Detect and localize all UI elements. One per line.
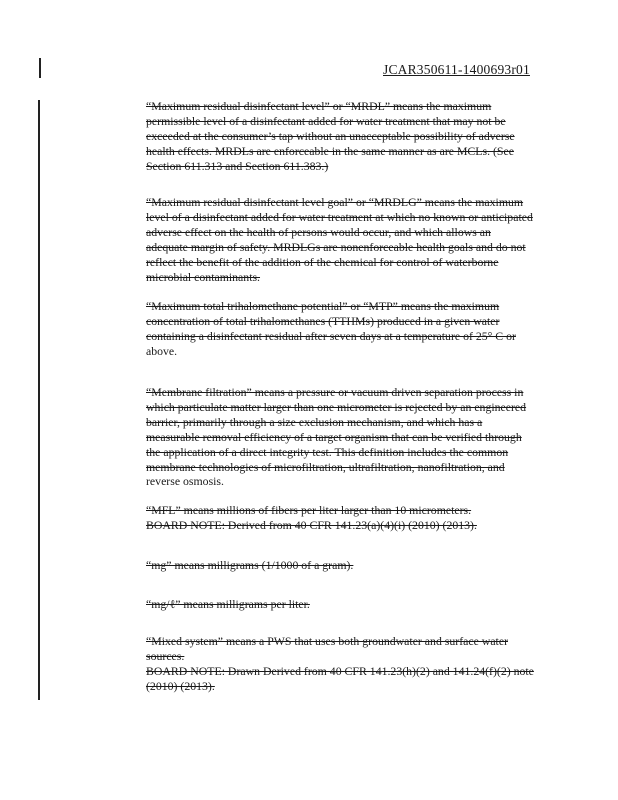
- text-line: “Mixed system” means a PWS that uses both groundwater and surface water: [146, 634, 508, 648]
- text-line: adequate margin of safety. MRDLGs are nonenforceable health goals and do not: [146, 239, 526, 254]
- board-note: BOARD NOTE: Drawn Derived from 40 CFR 141.23(h)(2) and 141.24(f)(2) note: [146, 663, 534, 678]
- text-line: permissible level of a disinfectant added for water treatment that may not be: [146, 113, 506, 128]
- text-line: “mg” means milligrams (1/1000 of a gram).: [146, 558, 354, 572]
- text-line: health effects. MRDLs are enforceable in the same manner as are MCLs. (See: [146, 143, 514, 158]
- text-line: (2010) (2013).: [146, 678, 215, 693]
- text-line: “Membrane filtration” means a pressure or vacuum driven separation process in: [146, 385, 524, 399]
- text-line: “mg/ℓ” means milligrams per liter.: [146, 597, 310, 611]
- text-line: measurable removal efficiency of a target organism that can be verified through: [146, 429, 522, 444]
- text-line: “Maximum residual disinfectant level” or “MRDL” means the maximum: [146, 99, 492, 113]
- text-line: exceeded at the consumer’s tap without an unacceptable possibility of adverse: [146, 128, 515, 143]
- text-line: “MFL” means millions of fibers per liter larger than 10 micrometers.: [146, 503, 472, 517]
- definition-mrdl: [146, 99, 546, 174]
- text-line: membrane technologies of microfiltration, ultrafiltration, nanofiltration, and: [146, 459, 505, 474]
- text-line: containing a disinfectant residual after seven days at a temperature of 25° C or: [146, 328, 516, 343]
- definition-membrane-filtration: [146, 385, 546, 489]
- text-line: “Maximum total trihalomethane potential” or “MTP” means the maximum: [146, 299, 500, 313]
- text-line: which particulate matter larger than one micrometer is rejected by an engineered: [146, 399, 527, 414]
- text-line: adverse effect on the health of persons would occur, and which allows an: [146, 224, 491, 239]
- text-line: sources.: [146, 648, 185, 663]
- text-line: barrier, primarily through a size exclusion mechanism, and which has a: [146, 414, 483, 429]
- definition-mtp: [146, 299, 546, 359]
- text-line: microbial contaminants.: [146, 269, 261, 284]
- definition-mg: [146, 558, 546, 573]
- text-line: reverse osmosis.: [146, 474, 224, 489]
- text-line: “Maximum residual disinfectant level goal” or “MRDLG” means the maximum: [146, 195, 524, 209]
- revision-margin-bar-top: [39, 58, 41, 78]
- text-line: level of a disinfectant added for water treatment at which no known or anticipated: [146, 209, 533, 224]
- text-line: reflect the benefit of the addition of the chemical for control of waterborne: [146, 254, 499, 269]
- definition-mixed-system: [146, 634, 546, 694]
- text-line: the application of a direct integrity test. This definition includes the common: [146, 444, 509, 459]
- text-line: concentration of total trihalomethanes (TTHMs) produced in a given water: [146, 313, 500, 328]
- definition-mrdlg: [146, 195, 546, 284]
- document-id: JCAR350611-1400693r01: [383, 62, 530, 77]
- definition-mfl: [146, 503, 546, 533]
- text-line: Section 611.313 and Section 611.383.): [146, 158, 329, 173]
- text-line: above.: [146, 343, 178, 358]
- revision-margin-bar: [38, 100, 40, 700]
- board-note: BOARD NOTE: Derived from 40 CFR 141.23(a)(4)(i) (2010) (2013).: [146, 517, 477, 532]
- definition-mg-per-liter: [146, 597, 546, 612]
